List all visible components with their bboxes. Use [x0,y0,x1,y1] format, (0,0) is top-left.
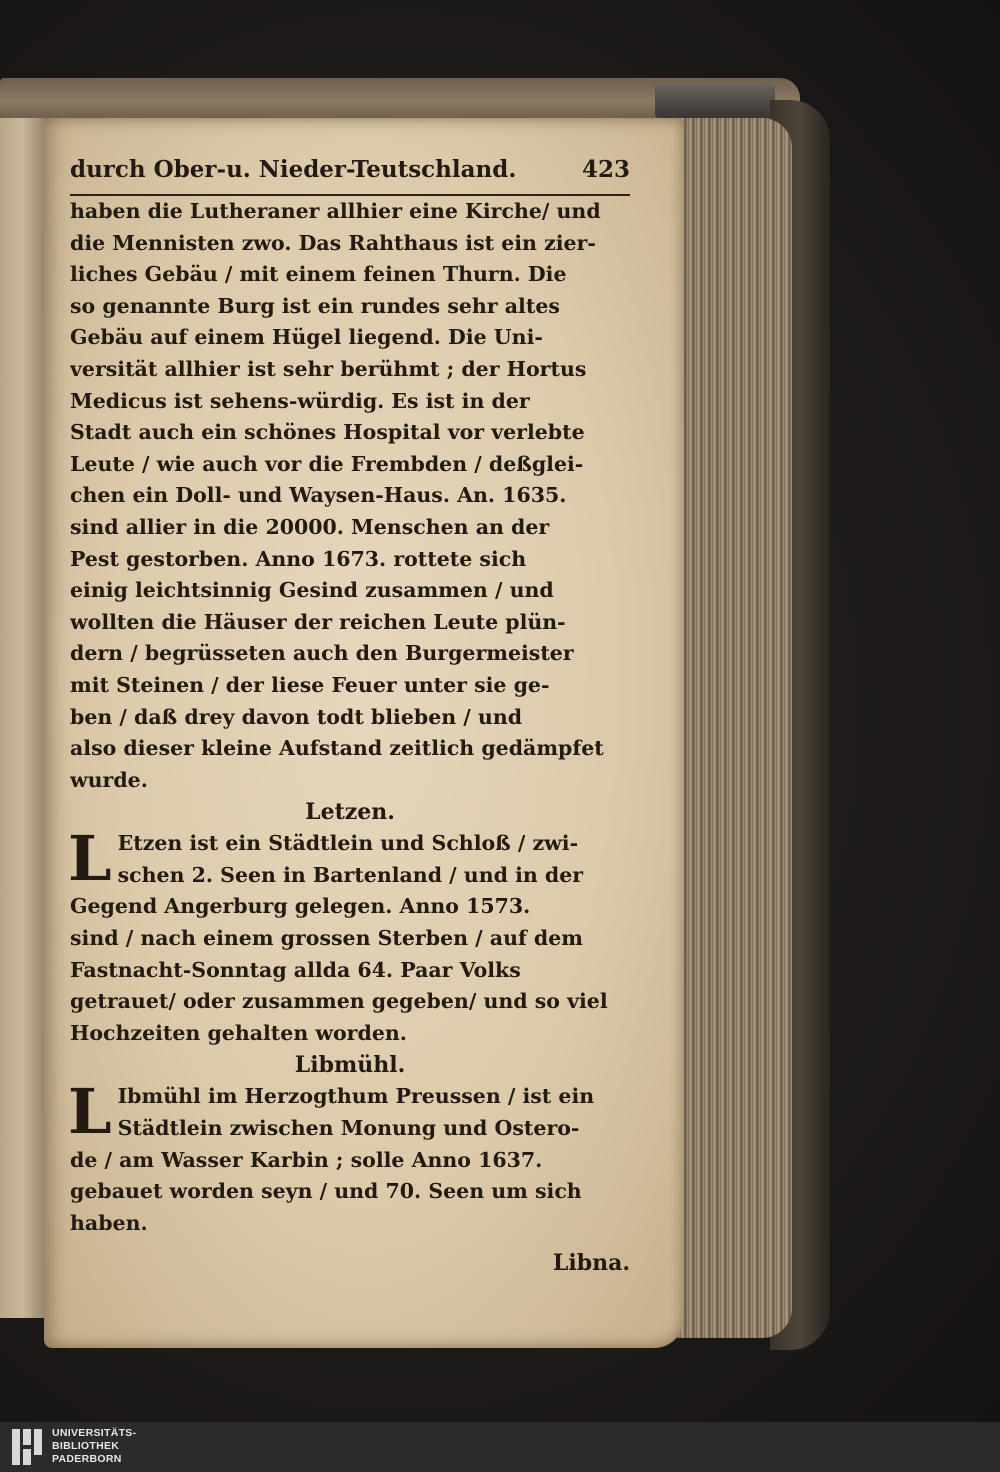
text-line: sind / nach einem grossen Sterben / auf dem [70,926,583,951]
text-line: wurde. [70,767,148,792]
text-line: ben / daß drey davon todt blieben / und [70,704,523,729]
running-title: durch Ober-u. Nieder-Teutschland. [70,156,517,183]
text-line: Gebäu auf einem Hügel liegend. Die Uni- [70,325,543,350]
text-line: haben die Lutheraner allhier eine Kirche/ und [70,199,601,223]
book-clasp [655,84,775,118]
text-line: chen ein Doll- und Waysen-Haus. An. 1635. [70,483,567,508]
text-line: Stadt auch ein schönes Hospital vor verlebte [70,420,585,445]
text-line: Medicus ist sehens-würdig. Es ist in der [70,388,530,413]
text-line: Hochzeiten gehalten worden. [70,1020,407,1045]
text-line: Etzen ist ein Städtlein und Schloß / zwi- [117,831,579,856]
library-name-line: BIBLIOTHEK [52,1440,120,1452]
drop-initial: L [68,1075,112,1149]
text-line: gebauet worden seyn / und 70. Seen um sich [70,1179,582,1204]
text-line: Städtlein zwischen Monung und Ostero- [117,1116,580,1141]
text-line: haben. [70,1210,148,1235]
text-line: schen 2. Seen in Bartenland / und in der [117,862,584,887]
text-line: die Mennisten zwo. Das Rahthaus ist ein zier- [70,230,596,255]
text-line: liches Gebäu / mit einem feinen Thurn. Die [70,262,567,287]
text-line: versität allhier ist sehr berühmt ; der Hortus [70,356,587,381]
text-line: einig leichtsinnig Gesind zusammen / und [70,578,554,603]
text-line: Ibmühl im Herzogthum Preussen / ist ein [117,1084,595,1109]
library-name-line: UNIVERSITÄTS- [52,1427,137,1439]
text-line: getrauet/ oder zusammen gegeben/ und so viel [70,989,608,1014]
text-line: Pest gestorben. Anno 1673. rottete sich [70,546,527,571]
text-line: mit Steinen / der liese Feuer unter sie ge- [70,672,550,697]
section-letzen [68,822,630,1049]
text-line: de / am Wasser Karbin ; solle Anno 1637. [70,1147,543,1172]
library-footer-bar [0,1422,1000,1472]
university-logo-icon [12,1429,42,1465]
library-name [52,1427,136,1466]
running-header [70,150,630,196]
page-stack-edges [672,118,792,1338]
text-line: so genannte Burg ist ein rundes sehr altes [70,293,560,318]
text-line: dern / begrüsseten auch den Burgermeister [70,641,574,666]
text-line: Leute / wie auch vor die Frembden / deßglei- [70,451,584,476]
catchword: Libna. [552,1250,630,1277]
section-heading-letzen: Letzen. [305,799,395,826]
text-line: sind allier in die 20000. Menschen an der [70,514,550,539]
text-line: also dieser kleine Aufstand zeitlich gedämpfet [70,736,604,761]
page-number: 423 [581,156,630,183]
section-libmuhl [68,1075,630,1239]
section-heading-libmuhl: Libmühl. [294,1052,406,1079]
body-paragraph [70,196,630,796]
left-page-edge [0,118,50,1318]
page-text [70,150,630,1283]
text-line: Fastnacht-Sonntag allda 64. Paar Volks [70,957,521,982]
text-line: Gegend Angerburg gelegen. Anno 1573. [70,894,531,919]
drop-initial: L [68,822,112,896]
text-line: wollten die Häuser der reichen Leute plün- [70,609,566,634]
library-name-line: PADERBORN [52,1453,122,1465]
